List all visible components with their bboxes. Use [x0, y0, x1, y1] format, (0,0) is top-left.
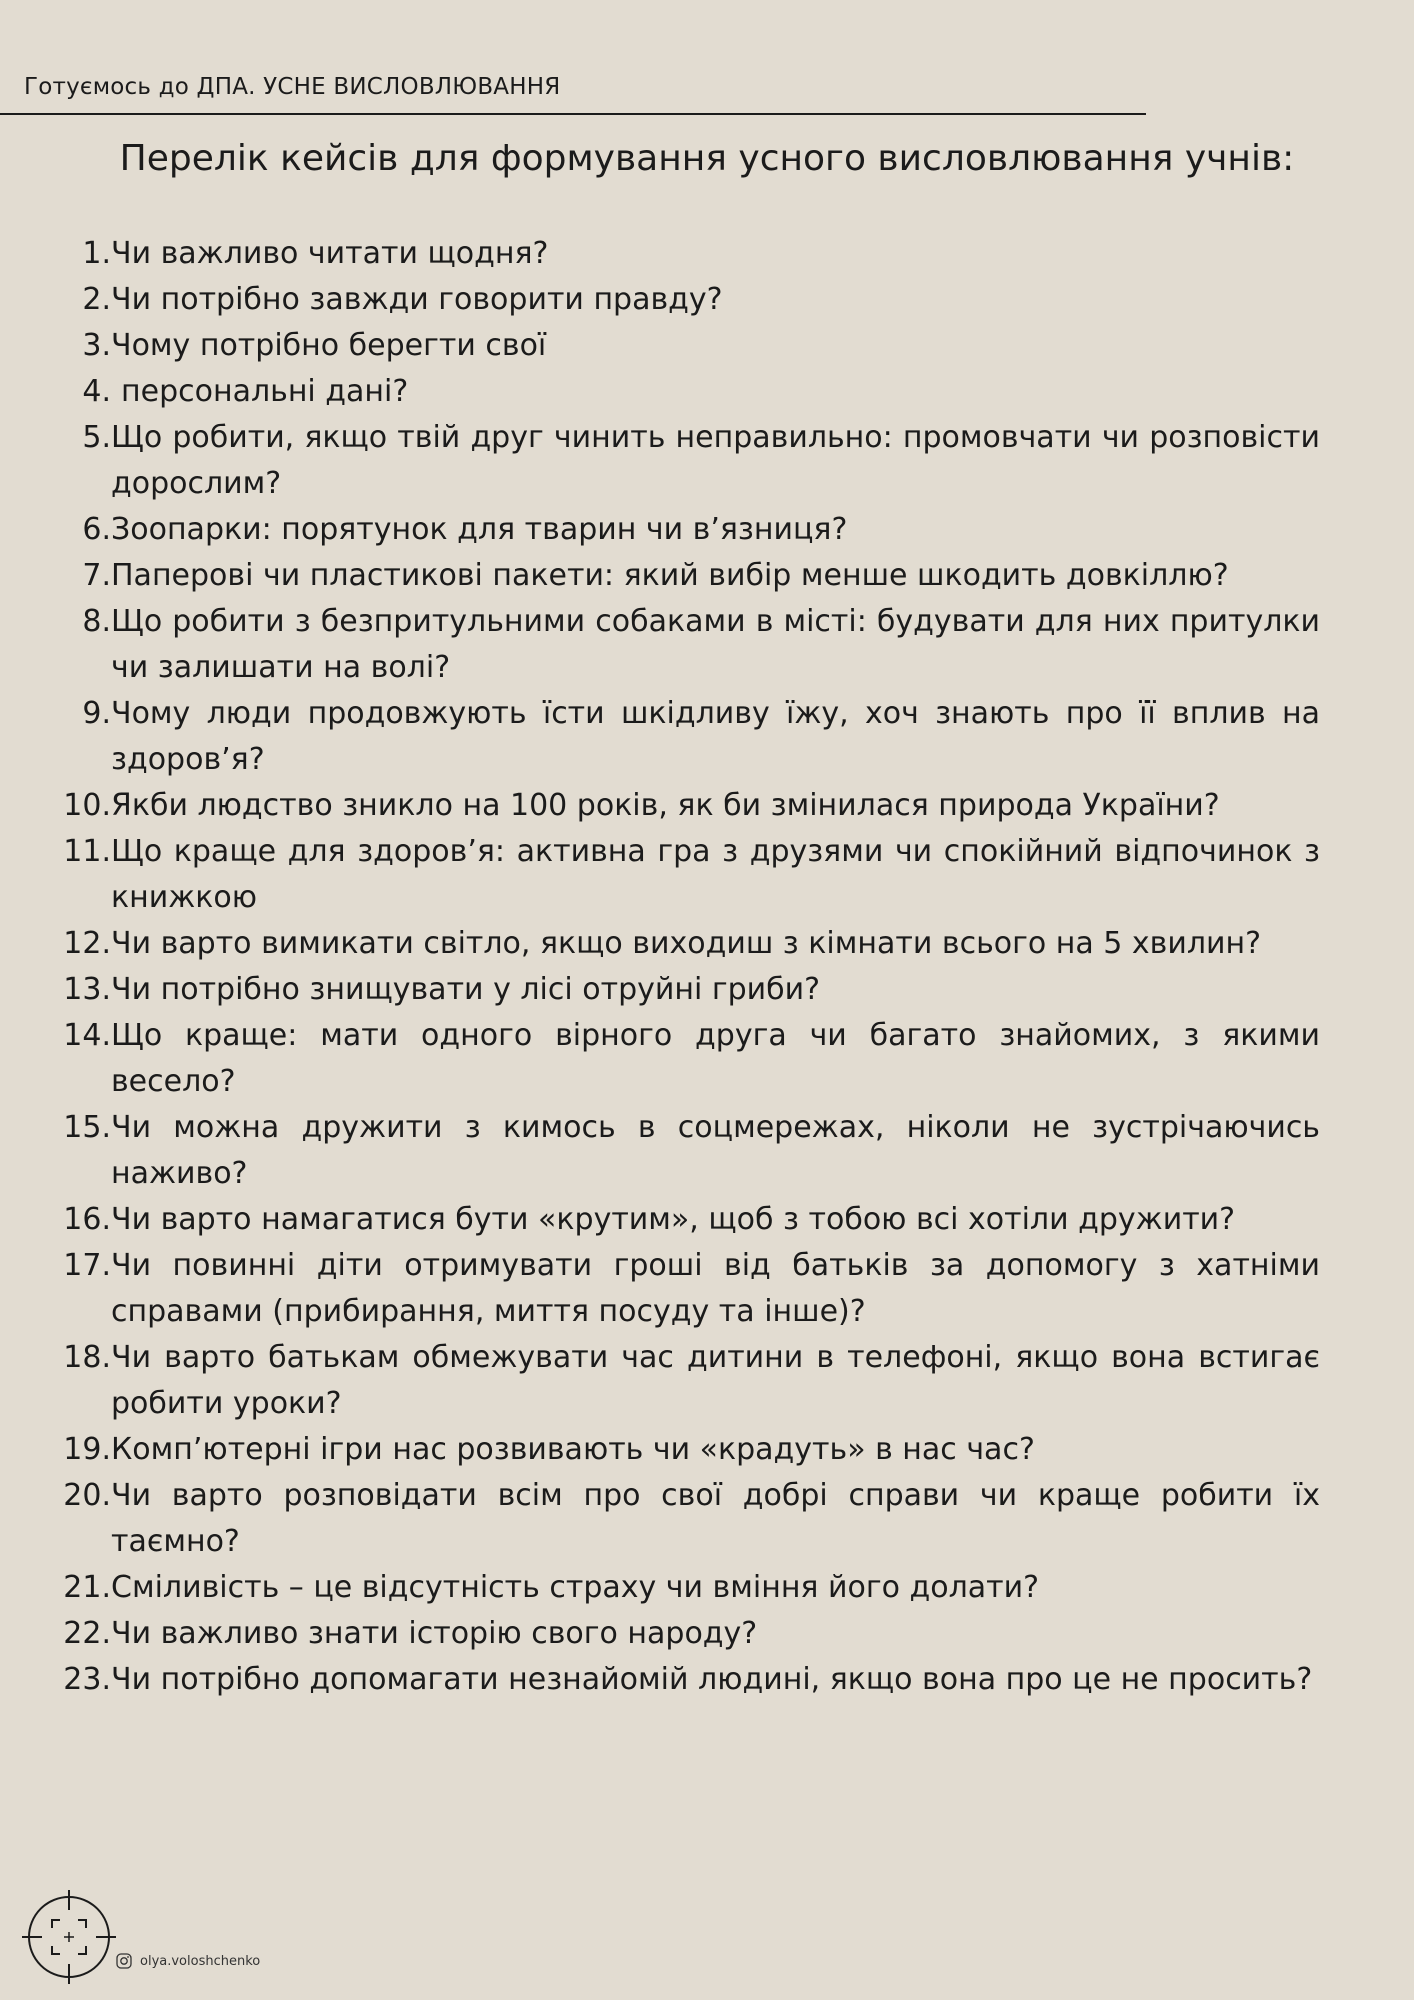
item-number: 4. — [82, 374, 111, 409]
list-item — [56, 1243, 1320, 1335]
list-item — [56, 921, 1320, 967]
item-text: Чому потрібно берегти свої — [111, 328, 547, 363]
list-item — [56, 1611, 1320, 1657]
item-text: Комп’ютерні ігри нас розвивають чи «крадуть» в нас час? — [111, 1432, 1035, 1467]
social-handle — [116, 1953, 260, 1969]
item-text: Що краще: мати одного вірного друга чи багато знайомих, з якими весело? — [111, 1018, 1320, 1099]
item-text: Чи важливо знати історію свого народу? — [111, 1616, 758, 1651]
list-item — [56, 1013, 1320, 1105]
item-text: Чи варто розповідати всім про свої добрі справи чи краще робити їх таємно? — [111, 1478, 1320, 1559]
list-item — [56, 1473, 1320, 1565]
item-text: Чи варто вимикати світло, якщо виходиш з кімнати всього на 5 хвилин? — [111, 926, 1262, 961]
list-item — [56, 231, 1320, 277]
item-number: 12. — [63, 926, 111, 961]
item-text: персональні дані? — [121, 374, 409, 409]
list-item — [56, 691, 1320, 783]
item-number: 7. — [82, 558, 111, 593]
list-item — [56, 369, 1320, 415]
case-list — [56, 231, 1320, 1703]
document-header: Готуємось до ДПА. УСНЕ ВИСЛОВЛЮВАННЯ — [24, 74, 561, 100]
list-item — [56, 323, 1320, 369]
item-text: Зоопарки: порятунок для тварин чи в’язниця? — [111, 512, 848, 547]
list-item — [56, 415, 1320, 507]
list-item — [56, 967, 1320, 1013]
item-number: 15. — [63, 1110, 111, 1145]
item-number: 8. — [82, 604, 111, 639]
item-number: 13. — [63, 972, 111, 1007]
item-text: Чи важливо читати щодня? — [111, 236, 549, 271]
item-number: 5. — [82, 420, 111, 455]
page-title: Перелік кейсів для формування усного висловлювання учнів: — [119, 138, 1295, 179]
item-number: 18. — [63, 1340, 111, 1375]
item-number: 9. — [82, 696, 111, 731]
item-number: 14. — [63, 1018, 111, 1053]
item-text: Чому люди продовжують їсти шкідливу їжу, хоч знають про її вплив на здоров’я? — [111, 696, 1320, 777]
item-text: Що краще для здоров’я: активна гра з друзями чи спокійний відпочинок з книжкою — [111, 834, 1320, 915]
instagram-icon — [116, 1953, 132, 1969]
item-text: Чи потрібно завжди говорити правду? — [111, 282, 723, 317]
item-number: 6. — [82, 512, 111, 547]
item-number: 2. — [82, 282, 111, 317]
list-item — [56, 829, 1320, 921]
item-text: Чи потрібно знищувати у лісі отруйні гриби? — [111, 972, 821, 1007]
crosshair-icon — [22, 1890, 116, 1984]
item-number: 17. — [63, 1248, 111, 1283]
item-text: Паперові чи пластикові пакети: який вибір менше шкодить довкіллю? — [111, 558, 1229, 593]
item-text: Чи варто батькам обмежувати час дитини в телефоні, якщо вона встигає робити уроки? — [111, 1340, 1320, 1421]
item-text: Чи можна дружити з кимось в соцмережах, ніколи не зустрічаючись наживо? — [111, 1110, 1320, 1191]
item-number: 1. — [82, 236, 111, 271]
list-item — [56, 1657, 1320, 1703]
list-item — [56, 507, 1320, 553]
item-text: Чи потрібно допомагати незнайомій людині, якщо вона про це не просить? — [111, 1662, 1313, 1697]
list-item — [56, 783, 1320, 829]
item-number: 3. — [82, 328, 111, 363]
item-number: 23. — [63, 1662, 111, 1697]
list-item — [56, 599, 1320, 691]
item-number: 21. — [63, 1570, 111, 1605]
item-text: Що робити, якщо твій друг чинить неправильно: промовчати чи розповісти дорослим? — [111, 420, 1320, 501]
list-item — [56, 1335, 1320, 1427]
item-number: 16. — [63, 1202, 111, 1237]
social-username: olya.voloshchenko — [140, 1953, 261, 1969]
item-number: 20. — [63, 1478, 111, 1513]
list-item — [56, 277, 1320, 323]
item-number: 11. — [63, 834, 111, 869]
item-text: Якби людство зникло на 100 років, як би змінилася природа України? — [111, 788, 1220, 823]
item-text: Що робити з безпритульними собаками в місті: будувати для них притулки чи залишати на волі? — [111, 604, 1320, 685]
list-item — [56, 553, 1320, 599]
item-text: Сміливість – це відсутність страху чи вміння його долати? — [111, 1570, 1040, 1605]
list-item — [56, 1105, 1320, 1197]
item-text: Чи варто намагатися бути «крутим», щоб з тобою всі хотіли дружити? — [111, 1202, 1236, 1237]
item-number: 19. — [63, 1432, 111, 1467]
list-item — [56, 1197, 1320, 1243]
list-item — [56, 1427, 1320, 1473]
item-number: 10. — [63, 788, 111, 823]
header-divider — [0, 113, 1146, 115]
item-text: Чи повинні діти отримувати гроші від батьків за допомогу з хатніми справами (прибирання, миття посуду та інше)? — [111, 1248, 1320, 1329]
item-number: 22. — [63, 1616, 111, 1651]
list-item — [56, 1565, 1320, 1611]
